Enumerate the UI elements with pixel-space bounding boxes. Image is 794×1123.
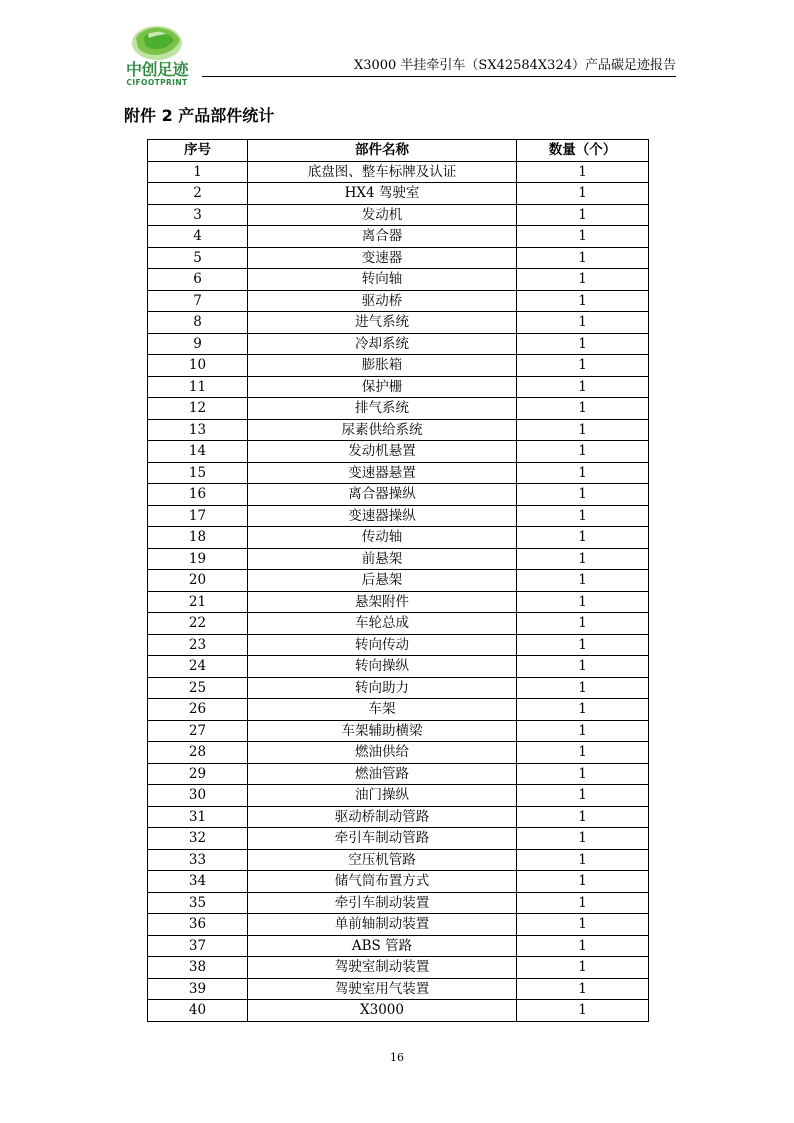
table-row (148, 677, 649, 699)
cell-index: 3 (148, 204, 248, 226)
header-divider (202, 76, 676, 77)
table-row (148, 462, 649, 484)
cell-quantity: 1 (517, 269, 649, 291)
table-row (148, 376, 649, 398)
cell-quantity: 1 (517, 247, 649, 269)
table-row (148, 183, 649, 205)
table-row (148, 419, 649, 441)
cell-quantity: 1 (517, 312, 649, 334)
table-row (148, 871, 649, 893)
cell-part-name: 燃油供给 (248, 742, 517, 764)
table-row (148, 935, 649, 957)
cell-index: 31 (148, 806, 248, 828)
cell-index: 8 (148, 312, 248, 334)
cell-quantity: 1 (517, 226, 649, 248)
cell-index: 22 (148, 613, 248, 635)
cell-quantity: 1 (517, 613, 649, 635)
cell-index: 1 (148, 161, 248, 183)
table-row (148, 634, 649, 656)
cell-index: 10 (148, 355, 248, 377)
cell-index: 32 (148, 828, 248, 850)
cell-index: 5 (148, 247, 248, 269)
cell-part-name: 转向传动 (248, 634, 517, 656)
cell-index: 27 (148, 720, 248, 742)
cell-part-name: 转向助力 (248, 677, 517, 699)
cell-part-name: 膨胀箱 (248, 355, 517, 377)
cell-index: 7 (148, 290, 248, 312)
cell-index: 15 (148, 462, 248, 484)
cell-index: 19 (148, 548, 248, 570)
table-row (148, 441, 649, 463)
cell-index: 20 (148, 570, 248, 592)
page-header (116, 22, 676, 87)
cell-index: 30 (148, 785, 248, 807)
table-row (148, 914, 649, 936)
table-row (148, 570, 649, 592)
cell-index: 35 (148, 892, 248, 914)
cell-quantity: 1 (517, 720, 649, 742)
cell-quantity: 1 (517, 892, 649, 914)
cell-quantity: 1 (517, 1000, 649, 1022)
cell-quantity: 1 (517, 978, 649, 1000)
cell-part-name: 牵引车制动管路 (248, 828, 517, 850)
cell-quantity: 1 (517, 527, 649, 549)
cell-part-name: 排气系统 (248, 398, 517, 420)
cell-index: 4 (148, 226, 248, 248)
cell-index: 24 (148, 656, 248, 678)
column-header-part-name: 部件名称 (248, 140, 517, 162)
cell-part-name: 变速器操纵 (248, 505, 517, 527)
cell-part-name: X3000 (248, 1000, 517, 1022)
cell-index: 9 (148, 333, 248, 355)
cell-index: 14 (148, 441, 248, 463)
cell-index: 34 (148, 871, 248, 893)
cell-index: 16 (148, 484, 248, 506)
cell-quantity: 1 (517, 785, 649, 807)
cell-part-name: 转向操纵 (248, 656, 517, 678)
cell-part-name: 发动机 (248, 204, 517, 226)
cell-index: 6 (148, 269, 248, 291)
cell-part-name: 保护栅 (248, 376, 517, 398)
cell-quantity: 1 (517, 957, 649, 979)
cell-quantity: 1 (517, 591, 649, 613)
cell-part-name: 发动机悬置 (248, 441, 517, 463)
cell-quantity: 1 (517, 419, 649, 441)
cell-index: 33 (148, 849, 248, 871)
appendix-heading: 附件 2 产品部件统计 (124, 106, 275, 125)
cell-part-name: 前悬架 (248, 548, 517, 570)
table-row (148, 548, 649, 570)
cell-part-name: 传动轴 (248, 527, 517, 549)
cell-index: 18 (148, 527, 248, 549)
table-row (148, 978, 649, 1000)
cell-part-name: 尿素供给系统 (248, 419, 517, 441)
table-row (148, 720, 649, 742)
cell-quantity: 1 (517, 570, 649, 592)
cell-quantity: 1 (517, 828, 649, 850)
cell-part-name: 底盘图、整车标牌及认证 (248, 161, 517, 183)
cell-part-name: 离合器操纵 (248, 484, 517, 506)
cell-quantity: 1 (517, 677, 649, 699)
table-row (148, 527, 649, 549)
table-row (148, 892, 649, 914)
table-row (148, 763, 649, 785)
cell-part-name: 冷却系统 (248, 333, 517, 355)
cell-quantity: 1 (517, 914, 649, 936)
cell-part-name: 变速器悬置 (248, 462, 517, 484)
cell-quantity: 1 (517, 441, 649, 463)
cell-part-name: 进气系统 (248, 312, 517, 334)
table-row (148, 312, 649, 334)
table-row (148, 247, 649, 269)
cell-part-name: 单前轴制动装置 (248, 914, 517, 936)
table-row (148, 204, 649, 226)
cell-index: 29 (148, 763, 248, 785)
cell-part-name: 离合器 (248, 226, 517, 248)
leaf-logo-icon (130, 22, 184, 62)
cell-part-name: HX4 驾驶室 (248, 183, 517, 205)
cell-part-name: 后悬架 (248, 570, 517, 592)
cell-part-name: 车架 (248, 699, 517, 721)
table-row (148, 355, 649, 377)
cell-quantity: 1 (517, 871, 649, 893)
cell-index: 26 (148, 699, 248, 721)
cell-part-name: 驱动桥制动管路 (248, 806, 517, 828)
cell-quantity: 1 (517, 376, 649, 398)
table-row (148, 226, 649, 248)
page-number: 16 (390, 1051, 404, 1064)
cell-index: 36 (148, 914, 248, 936)
cell-part-name: 燃油管路 (248, 763, 517, 785)
cell-quantity: 1 (517, 333, 649, 355)
cell-part-name: 储气筒布置方式 (248, 871, 517, 893)
cell-index: 21 (148, 591, 248, 613)
cell-quantity: 1 (517, 204, 649, 226)
cell-part-name: 驾驶室用气装置 (248, 978, 517, 1000)
column-header-quantity: 数量（个） (517, 140, 649, 162)
table-row (148, 656, 649, 678)
cell-index: 2 (148, 183, 248, 205)
table-row (148, 290, 649, 312)
cell-index: 28 (148, 742, 248, 764)
cell-index: 40 (148, 1000, 248, 1022)
cell-index: 17 (148, 505, 248, 527)
column-header-index: 序号 (148, 140, 248, 162)
cell-quantity: 1 (517, 484, 649, 506)
cell-index: 38 (148, 957, 248, 979)
cell-quantity: 1 (517, 505, 649, 527)
cell-quantity: 1 (517, 161, 649, 183)
cell-index: 25 (148, 677, 248, 699)
cell-index: 39 (148, 978, 248, 1000)
table-row (148, 484, 649, 506)
cell-quantity: 1 (517, 849, 649, 871)
cell-part-name: 车轮总成 (248, 613, 517, 635)
cell-part-name: 车架辅助横梁 (248, 720, 517, 742)
cell-index: 37 (148, 935, 248, 957)
cell-quantity: 1 (517, 935, 649, 957)
table-row (148, 828, 649, 850)
table-row (148, 161, 649, 183)
cell-part-name: 变速器 (248, 247, 517, 269)
cell-quantity: 1 (517, 183, 649, 205)
parts-table (147, 139, 649, 1022)
table-row (148, 333, 649, 355)
cell-part-name: 牵引车制动装置 (248, 892, 517, 914)
cell-part-name: 悬架附件 (248, 591, 517, 613)
cell-part-name: 驾驶室制动装置 (248, 957, 517, 979)
cell-part-name: 驱动桥 (248, 290, 517, 312)
table-row (148, 742, 649, 764)
cell-quantity: 1 (517, 742, 649, 764)
cell-quantity: 1 (517, 656, 649, 678)
cell-quantity: 1 (517, 398, 649, 420)
table-row (148, 269, 649, 291)
cell-quantity: 1 (517, 548, 649, 570)
company-logo (116, 22, 198, 87)
table-row (148, 849, 649, 871)
table-row (148, 806, 649, 828)
cell-quantity: 1 (517, 806, 649, 828)
logo-chinese-text: 中创足迹 (125, 60, 188, 79)
cell-quantity: 1 (517, 290, 649, 312)
table-row (148, 505, 649, 527)
cell-quantity: 1 (517, 355, 649, 377)
cell-quantity: 1 (517, 462, 649, 484)
cell-part-name: 转向轴 (248, 269, 517, 291)
cell-quantity: 1 (517, 763, 649, 785)
table-row (148, 591, 649, 613)
cell-index: 11 (148, 376, 248, 398)
table-row (148, 398, 649, 420)
cell-quantity: 1 (517, 699, 649, 721)
cell-index: 23 (148, 634, 248, 656)
cell-part-name: 空压机管路 (248, 849, 517, 871)
table-header-row (148, 140, 649, 162)
table-row (148, 613, 649, 635)
cell-part-name: ABS 管路 (248, 935, 517, 957)
logo-english-text: CIFOOTPRINT (126, 78, 188, 87)
report-title: X3000 半挂牵引车（SX42584X324）产品碳足迹报告 (353, 58, 676, 73)
cell-quantity: 1 (517, 634, 649, 656)
table-row (148, 699, 649, 721)
table-row (148, 1000, 649, 1022)
cell-index: 12 (148, 398, 248, 420)
cell-part-name: 油门操纵 (248, 785, 517, 807)
cell-index: 13 (148, 419, 248, 441)
table-row (148, 785, 649, 807)
table-row (148, 957, 649, 979)
